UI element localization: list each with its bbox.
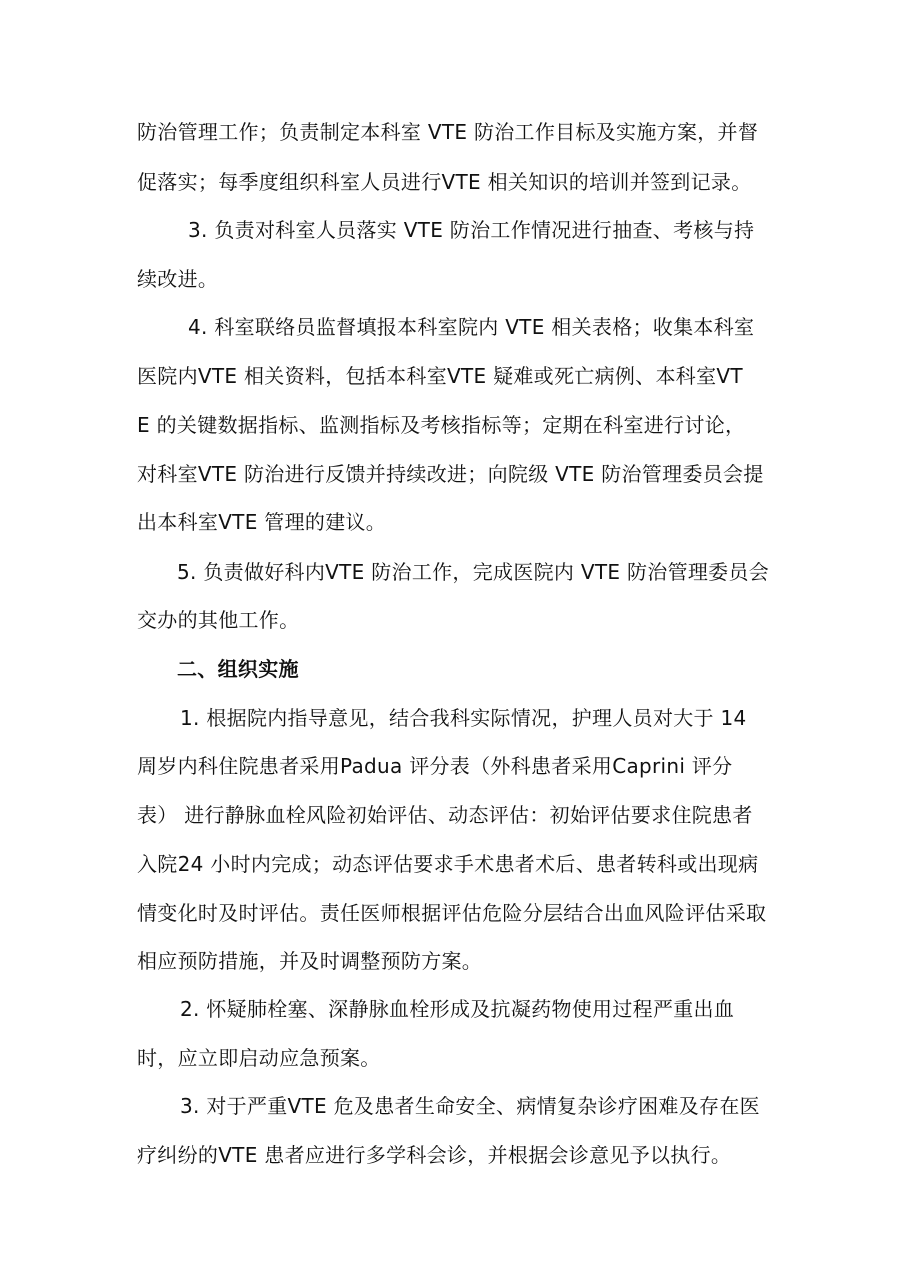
text-line: 续改进。 <box>137 267 219 291</box>
section-heading: 二、组织实施 <box>177 657 299 681</box>
text-line: 3. 对于严重VTE 危及患者生命安全、病情复杂诊疗困难及存在医 <box>180 1094 760 1118</box>
text-line: 1. 根据院内指导意见，结合我科实际情况，护理人员对大于 14 <box>180 706 747 730</box>
text-line: 5. 负责做好科内VTE 防治工作，完成医院内 VTE 防治管理委员会 <box>177 560 770 584</box>
text-line: 情变化时及时评估。责任医师根据评估危险分层结合出血风险评估采取 <box>137 901 767 925</box>
text-line: 防治管理工作；负责制定本科室 VTE 防治工作目标及实施方案，并督 <box>137 120 759 144</box>
text-line: 时，应立即启动应急预案。 <box>137 1046 381 1070</box>
text-line: 交办的其他工作。 <box>137 608 300 632</box>
text-line: 相应预防措施，并及时调整预防方案。 <box>137 949 483 973</box>
text-line: 4. 科室联络员监督填报本科室院内 VTE 相关表格；收集本科室 <box>188 315 755 339</box>
text-line: 促落实；每季度组织科室人员进行VTE 相关知识的培训并签到记录。 <box>137 170 752 194</box>
text-line: E 的关键数据指标、监测指标及考核指标等；定期在科室进行讨论， <box>137 413 746 437</box>
text-line: 周岁内科住院患者采用Padua 评分表（外科患者采用Caprini 评分 <box>137 754 733 778</box>
text-line: 对科室VTE 防治进行反馈并持续改进；向院级 VTE 防治管理委员会提 <box>137 462 764 486</box>
text-line: 表） 进行静脉血栓风险初始评估、动态评估：初始评估要求住院患者 <box>137 803 753 827</box>
text-line: 入院24 小时内完成；动态评估要求手术患者术后、患者转科或出现病 <box>137 852 759 876</box>
text-line: 医院内VTE 相关资料，包括本科室VTE 疑难或死亡病例、本科室VT <box>137 364 743 388</box>
text-line: 出本科室VTE 管理的建议。 <box>137 510 387 534</box>
text-line: 3. 负责对科室人员落实 VTE 防治工作情况进行抽查、考核与持 <box>188 218 755 242</box>
text-line: 2. 怀疑肺栓塞、深静脉血栓形成及抗凝药物使用过程严重出血 <box>180 997 735 1021</box>
text-line: 疗纠纷的VTE 患者应进行多学科会诊，并根据会诊意见予以执行。 <box>137 1143 732 1167</box>
